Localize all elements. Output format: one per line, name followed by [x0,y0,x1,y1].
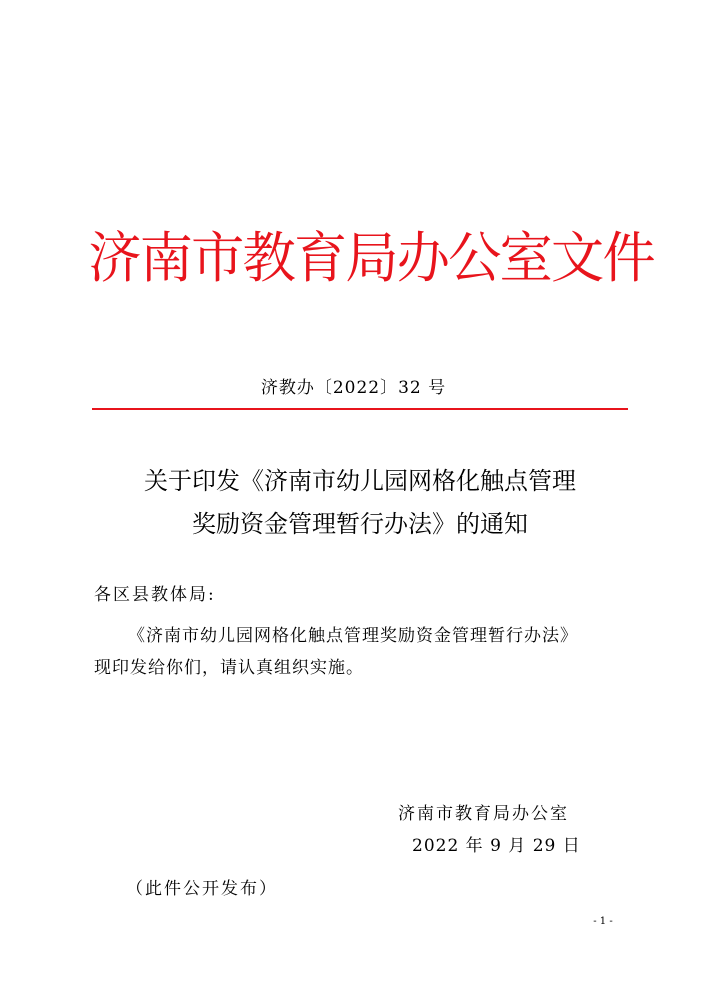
red-header-title: 济南市教育局办公室文件 [88,226,654,290]
red-separator-line [92,408,628,410]
body-paragraph-line-2: 现印发给你们，请认真组织实施。 [94,658,364,678]
document-number: 济教办〔2022〕32 号 [260,378,447,398]
body-paragraph-line-1: 《济南市幼儿园网格化触点管理奖励资金管理暂行办法》 [128,626,578,646]
signature-date: 2022 年 9 月 29 日 [412,836,581,856]
publication-note: （此件公开发布） [126,879,278,899]
salutation: 各区县教体局: [94,585,216,605]
page-number: - 1 - [593,916,613,927]
notice-title-line-2: 奖励资金管理暂行办法》的通知 [192,510,528,538]
notice-title-line-1: 关于印发《济南市幼儿园网格化触点管理 [144,467,576,495]
signature-organization: 济南市教育局办公室 [398,804,569,824]
